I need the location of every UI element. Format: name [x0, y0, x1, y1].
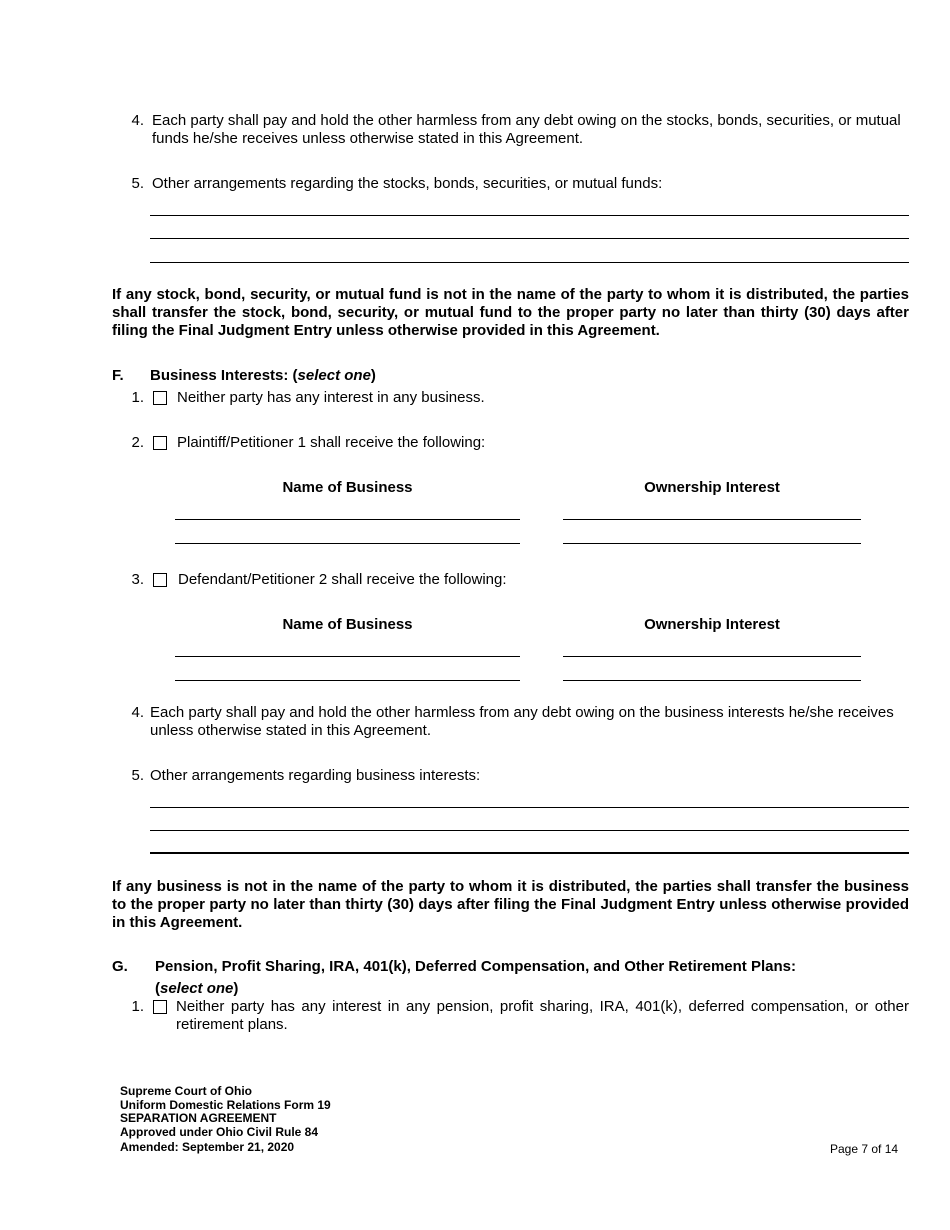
no-retirement-interest-checkbox[interactable]: [153, 1000, 167, 1014]
business-transfer-notice: If any business is not in the name of the party to whom it is distributed, the parties shall transfer the business to the proper party no later than thirty (30) days after filing the Final Judgment Entry unless otherwise provided in this Agreement.: [112, 878, 909, 931]
footer-form-title: SEPARATION AGREEMENT: [120, 1111, 277, 1125]
footer-court: Supreme Court of Ohio: [120, 1084, 252, 1098]
petitioner2-business-label: Defendant/Petitioner 2 shall receive the following:: [178, 571, 507, 588]
business-debt-paragraph: Each party shall pay and hold the other harmless from any debt owing on the business interests he/she receives unless otherwise stated in this Agreement.: [150, 704, 894, 739]
name-of-business-header: Name of Business: [282, 479, 413, 496]
item-number: 5.: [131, 175, 144, 192]
petitioner1-business-checkbox[interactable]: [153, 436, 167, 450]
stocks-transfer-notice: If any stock, bond, security, or mutual fund is not in the name of the party to whom it is distributed, the parties shall transfer the stock, bond, security, or mutual fund to the proper party no later than thirty (30) days after filing the Final Judgment Entry unless otherwise provided in this Agreement.: [112, 286, 909, 339]
business-arrangements-line-2[interactable]: [150, 830, 909, 831]
petitioner2-ownership-line-2[interactable]: [563, 680, 861, 681]
section-g-title: Pension, Profit Sharing, IRA, 401(k), Deferred Compensation, and Other Retirement Plans:: [155, 958, 796, 975]
petitioner2-ownership-line-1[interactable]: [563, 656, 861, 657]
petitioner2-business-checkbox[interactable]: [153, 573, 167, 587]
no-retirement-interest-label: Neither party has any interest in any pension, profit sharing, IRA, 401(k), deferred compensation, or other retirement plans.: [176, 998, 909, 1033]
footer-amended-date: Amended: September 21, 2020: [120, 1140, 295, 1154]
form-footer: [120, 1085, 331, 1155]
item-number: 2.: [131, 434, 144, 451]
ownership-interest-header: Ownership Interest: [644, 479, 780, 496]
stocks-arrangements-line-3[interactable]: [150, 262, 909, 263]
item-number: 5.: [131, 767, 144, 784]
petitioner2-business-name-line-1[interactable]: [175, 656, 520, 657]
section-f-letter: F.: [112, 367, 124, 384]
footer-rule: Approved under Ohio Civil Rule 84: [120, 1124, 319, 1139]
business-other-arrangements-label: Other arrangements regarding business interests:: [150, 767, 481, 784]
section-g-select-instruction: (select one): [155, 980, 239, 997]
item-number: 1.: [131, 389, 144, 406]
section-f-title: Business Interests: (select one): [150, 367, 376, 384]
stocks-arrangements-line-2[interactable]: [150, 238, 909, 239]
section-g-letter: G.: [112, 958, 128, 975]
petitioner1-ownership-line-1[interactable]: [563, 519, 861, 520]
item-number: 1.: [131, 998, 144, 1015]
petitioner2-business-name-line-2[interactable]: [175, 680, 520, 681]
name-of-business-header: Name of Business: [282, 616, 413, 633]
stocks-debt-paragraph: Each party shall pay and hold the other harmless from any debt owing on the stocks, bonds, securities, or mutual funds he/she receives unless otherwise stated in this Agreement.: [152, 112, 901, 147]
item-number: 4.: [131, 704, 144, 721]
no-business-interest-label: Neither party has any interest in any business.: [177, 389, 485, 406]
page-number: Page 7 of 14: [830, 1142, 899, 1156]
petitioner1-business-name-line-2[interactable]: [175, 543, 520, 544]
business-arrangements-line-1[interactable]: [150, 807, 909, 808]
petitioner1-ownership-line-2[interactable]: [563, 543, 861, 544]
petitioner1-business-name-line-1[interactable]: [175, 519, 520, 520]
item-number: 4.: [131, 112, 144, 129]
stocks-other-arrangements-label: Other arrangements regarding the stocks, bonds, securities, or mutual funds:: [152, 175, 663, 192]
business-arrangements-line-3[interactable]: [150, 852, 909, 854]
item-number: 3.: [131, 571, 144, 588]
petitioner1-business-label: Plaintiff/Petitioner 1 shall receive the following:: [177, 434, 486, 451]
ownership-interest-header: Ownership Interest: [644, 616, 780, 633]
no-business-interest-checkbox[interactable]: [153, 391, 167, 405]
footer-form-number: Uniform Domestic Relations Form 19: [120, 1097, 331, 1112]
stocks-arrangements-line-1[interactable]: [150, 215, 909, 216]
